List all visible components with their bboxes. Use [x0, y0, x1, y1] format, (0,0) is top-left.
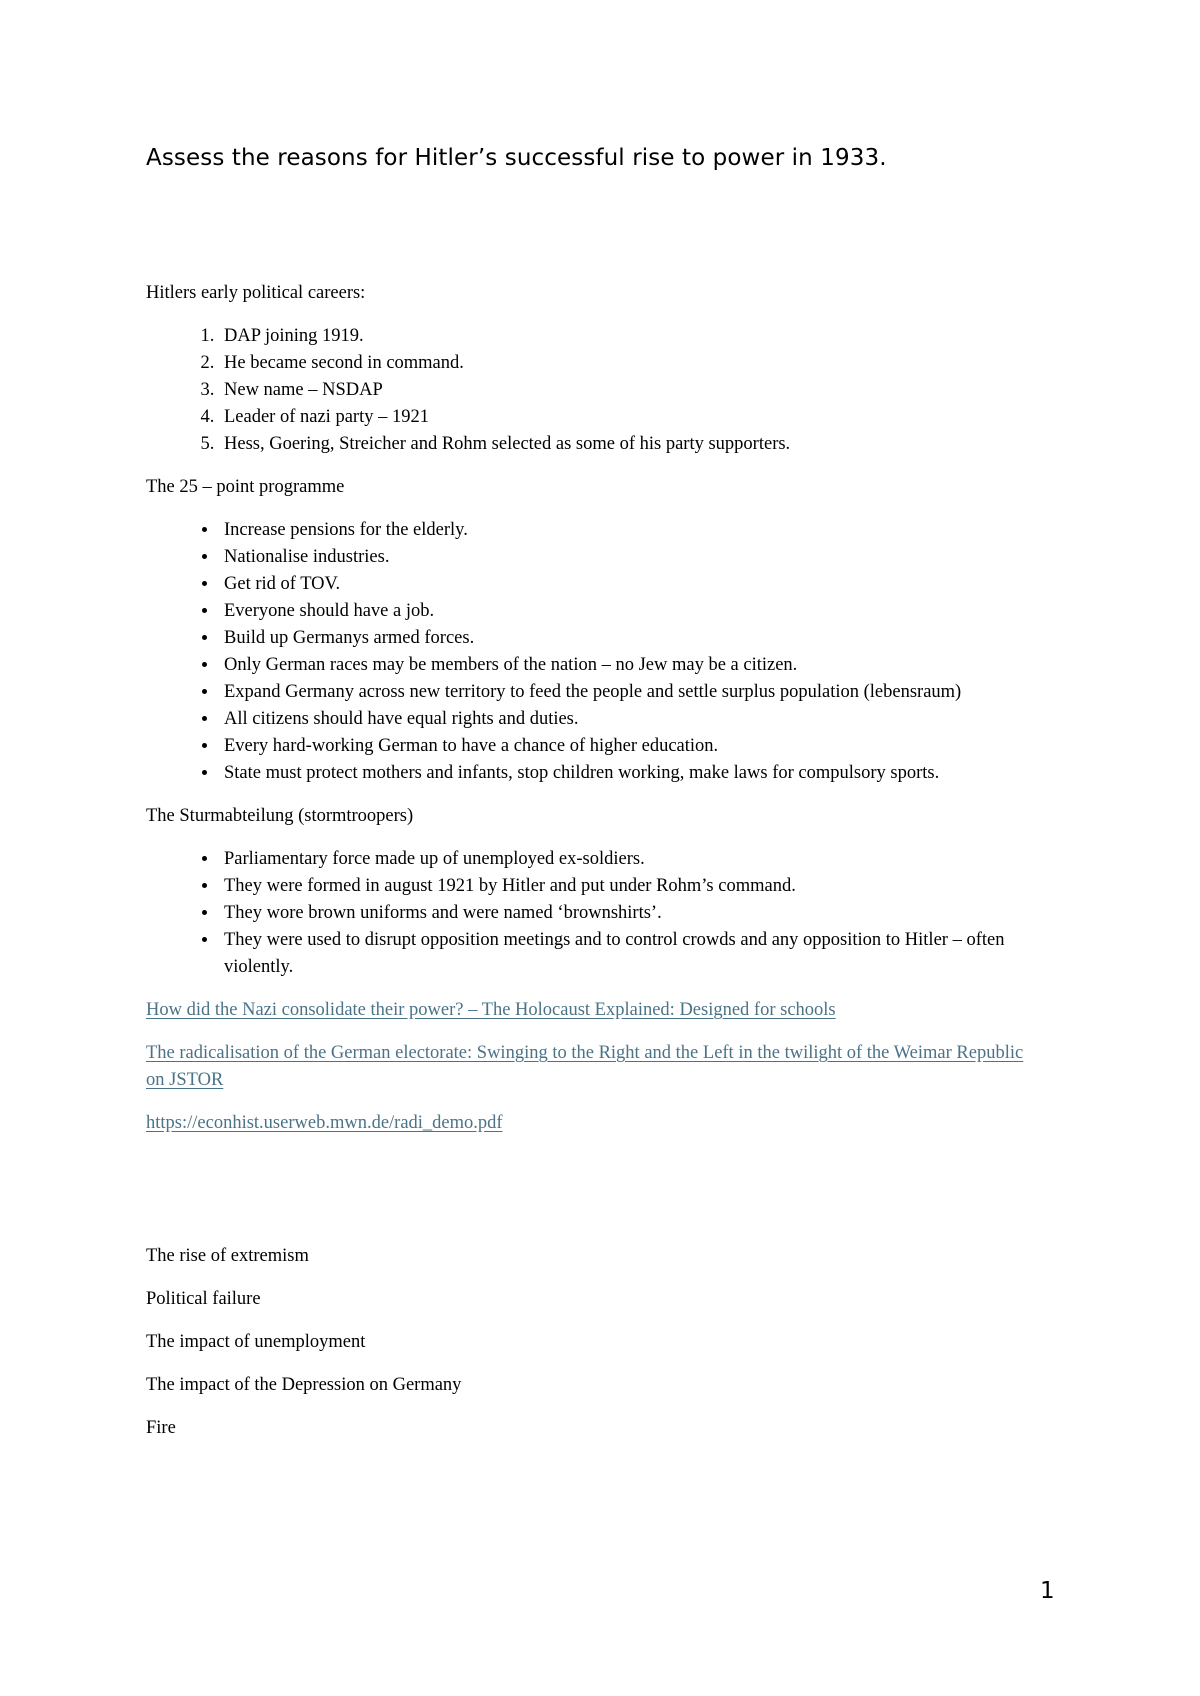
topic-line: The impact of unemployment — [146, 1332, 366, 1352]
page-number: 1 — [1040, 1578, 1055, 1604]
section-heading-25-point-programme: The 25 – point programme — [146, 477, 345, 497]
section-heading-sturmabteilung: The Sturmabteilung (stormtroopers) — [146, 806, 414, 826]
link-paragraph — [146, 1040, 1046, 1094]
list-item: • They were used to disrupt opposition meetings and to control crowds and any opposition to Hitler – often violently. — [219, 927, 1046, 981]
list-item: • Only German races may be members of the nation – no Jew may be a citizen. — [219, 652, 1046, 679]
list-item: • Everyone should have a job. — [219, 598, 1046, 625]
topic-line: The impact of the Depression on Germany — [146, 1375, 462, 1395]
list-item: 4. Leader of nazi party – 1921 — [219, 404, 1046, 431]
link-paragraph — [146, 997, 1046, 1024]
programme-bullet-list — [146, 517, 1046, 787]
document-title: Assess the reasons for Hitler’s successful rise to power in 1933. — [146, 145, 887, 171]
topic-line: Fire — [146, 1418, 176, 1438]
list-item: • Expand Germany across new territory to feed the people and settle surplus population (lebensraum) — [219, 679, 1046, 706]
holocaust-explained-link[interactable]: How did the Nazi consolidate their power? – The Holocaust Explained: Designed for schools — [146, 1000, 836, 1020]
list-item: 3. New name – NSDAP — [219, 377, 1046, 404]
list-item: • Get rid of TOV. — [219, 571, 1046, 598]
list-item: • Nationalise industries. — [219, 544, 1046, 571]
list-item: 1. DAP joining 1919. — [219, 323, 1046, 350]
list-item: • Increase pensions for the elderly. — [219, 517, 1046, 544]
spacer — [146, 1153, 1046, 1243]
list-item: • They were formed in august 1921 by Hitler and put under Rohm’s command. — [219, 873, 1046, 900]
jstor-article-link[interactable]: The radicalisation of the German electorate: Swinging to the Right and the Left in the twilight of the Weimar Republic on JSTOR — [146, 1043, 1024, 1090]
section-heading-early-career: Hitlers early political careers: — [146, 283, 366, 303]
topic-line: The rise of extremism — [146, 1246, 309, 1266]
link-paragraph — [146, 1110, 1046, 1137]
sturmabteilung-bullet-list — [146, 846, 1046, 981]
document-body — [146, 280, 1046, 1458]
list-item: • All citizens should have equal rights and duties. — [219, 706, 1046, 733]
list-item: • Every hard-working German to have a chance of higher education. — [219, 733, 1046, 760]
list-item: • State must protect mothers and infants, stop children working, make laws for compulsory sports. — [219, 760, 1046, 787]
list-item: • Parliamentary force made up of unemployed ex-soldiers. — [219, 846, 1046, 873]
list-item: • They wore brown uniforms and were named ‘brownshirts’. — [219, 900, 1046, 927]
econhist-pdf-link[interactable]: https://econhist.userweb.mwn.de/radi_demo.pdf — [146, 1113, 503, 1133]
list-item: 5. Hess, Goering, Streicher and Rohm selected as some of his party supporters. — [219, 431, 1046, 458]
list-item: • Build up Germanys armed forces. — [219, 625, 1046, 652]
topic-line: Political failure — [146, 1289, 261, 1309]
early-career-list — [146, 323, 1046, 458]
list-item: 2. He became second in command. — [219, 350, 1046, 377]
